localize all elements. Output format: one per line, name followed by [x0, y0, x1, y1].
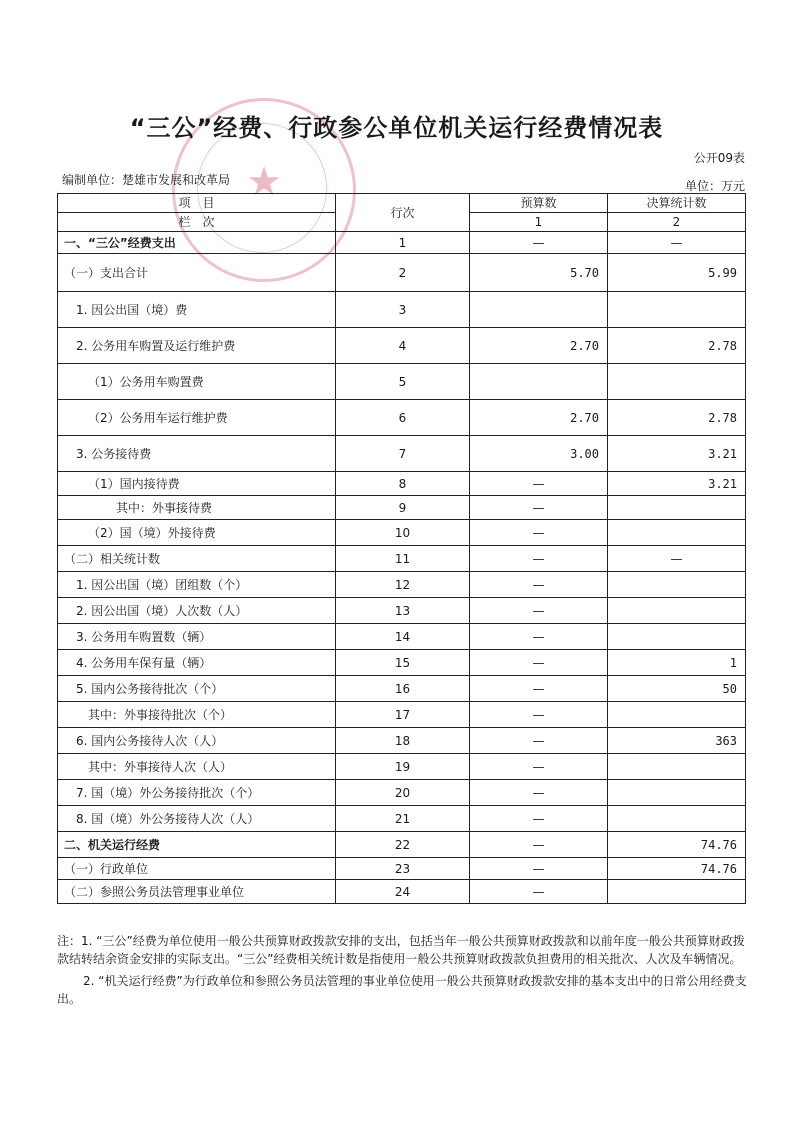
- final-value: [608, 364, 746, 400]
- final-value: [608, 806, 746, 832]
- row-item-label: 5. 国内公务接待批次（个）: [58, 676, 336, 702]
- final-value: —: [608, 232, 746, 254]
- table-row: [58, 292, 746, 328]
- row-number: 15: [336, 650, 470, 676]
- row-item-label: （二）参照公务员法管理事业单位: [58, 880, 336, 904]
- table-row: [58, 702, 746, 728]
- expense-table: [57, 193, 746, 904]
- table-row: [58, 598, 746, 624]
- final-value: [608, 496, 746, 520]
- final-value: 363: [608, 728, 746, 754]
- final-value: 5.99: [608, 254, 746, 292]
- header-budget: 预算数: [470, 194, 607, 213]
- table-row: [58, 728, 746, 754]
- page-title: “三公”经费、行政参公单位机关运行经费情况表: [129, 114, 664, 142]
- budget-value: —: [470, 598, 608, 624]
- row-number: 12: [336, 572, 470, 598]
- budget-value: 5.70: [470, 254, 608, 292]
- row-item-label: 2. 公务用车购置及运行维护费: [58, 328, 336, 364]
- row-number: 6: [336, 400, 470, 436]
- row-number: 13: [336, 598, 470, 624]
- row-number: 16: [336, 676, 470, 702]
- table-row: [58, 364, 746, 400]
- table-row: [58, 232, 746, 254]
- budget-value: —: [470, 880, 608, 904]
- header-final-cell: [608, 194, 746, 232]
- row-number: 10: [336, 520, 470, 546]
- budget-value: [470, 364, 608, 400]
- row-item-label: （2）公务用车运行维护费: [58, 400, 336, 436]
- header-final-col: 2: [672, 215, 681, 229]
- table-row: [58, 880, 746, 904]
- row-item-label: 二、机关运行经费: [58, 832, 336, 858]
- row-item-label: （1）公务用车购置费: [58, 364, 336, 400]
- table-row: [58, 436, 746, 472]
- row-item-label: （1）国内接待费: [58, 472, 336, 496]
- final-value: 3.21: [608, 472, 746, 496]
- final-value: [608, 292, 746, 328]
- final-value: —: [608, 546, 746, 572]
- footnote-2: 2. “机关运行经费”为行政单位和参照公务员法管理的事业单位使用一般公共预算财政拨款安排的基本支出中的日常公用经费支出。: [57, 974, 747, 1006]
- final-value: 74.76: [608, 858, 746, 880]
- row-number: 4: [336, 328, 470, 364]
- row-number: 7: [336, 436, 470, 472]
- row-item-label: （2）国（境）外接待费: [58, 520, 336, 546]
- seal-star-icon: ★: [246, 159, 282, 205]
- budget-value: —: [470, 546, 608, 572]
- budget-value: —: [470, 472, 608, 496]
- table-row: [58, 496, 746, 520]
- table-row: [58, 254, 746, 292]
- row-number: 5: [336, 364, 470, 400]
- budget-value: 2.70: [470, 400, 608, 436]
- budget-value: —: [470, 676, 608, 702]
- table-row: [58, 624, 746, 650]
- final-value: 50: [608, 676, 746, 702]
- table-row: [58, 328, 746, 364]
- final-value: [608, 598, 746, 624]
- budget-value: —: [470, 728, 608, 754]
- budget-value: —: [470, 832, 608, 858]
- header-final: 决算统计数: [608, 194, 745, 213]
- row-number: 19: [336, 754, 470, 780]
- row-item-label: 3. 公务用车购置数（辆）: [58, 624, 336, 650]
- row-item-label: 2. 因公出国（境）人次数（人）: [58, 598, 336, 624]
- row-item-label: 6. 国内公务接待人次（人）: [58, 728, 336, 754]
- budget-value: —: [470, 624, 608, 650]
- final-value: 74.76: [608, 832, 746, 858]
- budget-value: —: [470, 858, 608, 880]
- budget-value: —: [470, 650, 608, 676]
- table-row: [58, 754, 746, 780]
- table-row: [58, 572, 746, 598]
- final-value: [608, 624, 746, 650]
- header-column: 栏 次: [178, 215, 215, 229]
- form-number: 公开09表: [693, 151, 745, 165]
- row-number: 17: [336, 702, 470, 728]
- table-row: [58, 546, 746, 572]
- row-number: 21: [336, 806, 470, 832]
- row-number: 1: [336, 232, 470, 254]
- table-row: [58, 400, 746, 436]
- unit-label: 单位：万元: [684, 179, 745, 193]
- table-row: [58, 832, 746, 858]
- row-item-label: （二）相关统计数: [58, 546, 336, 572]
- row-item-label: 8. 国（境）外公务接待人次（人）: [58, 806, 336, 832]
- budget-value: 2.70: [470, 328, 608, 364]
- row-item-label: 其中：外事接待人次（人）: [58, 754, 336, 780]
- row-number: 9: [336, 496, 470, 520]
- header-budget-col: 1: [534, 215, 543, 229]
- row-item-label: 4. 公务用车保有量（辆）: [58, 650, 336, 676]
- row-number: 8: [336, 472, 470, 496]
- table-row: [58, 780, 746, 806]
- final-value: [608, 880, 746, 904]
- budget-value: [470, 292, 608, 328]
- row-number: 20: [336, 780, 470, 806]
- row-number: 18: [336, 728, 470, 754]
- budget-value: —: [470, 572, 608, 598]
- header-item: 项 目: [58, 194, 335, 213]
- budget-value: —: [470, 780, 608, 806]
- row-item-label: （一）行政单位: [58, 858, 336, 880]
- row-number: 22: [336, 832, 470, 858]
- budget-value: —: [470, 702, 608, 728]
- final-value: 2.78: [608, 400, 746, 436]
- final-value: [608, 520, 746, 546]
- table-row: [58, 472, 746, 496]
- footnotes: [57, 932, 747, 1012]
- final-value: [608, 780, 746, 806]
- header-row-no: 行次: [336, 194, 470, 232]
- table-body: [58, 232, 746, 904]
- row-number: 14: [336, 624, 470, 650]
- row-item-label: 一、“三公”经费支出: [58, 232, 336, 254]
- row-item-label: 1. 因公出国（境）费: [58, 292, 336, 328]
- row-item-label: 其中：外事接待费: [58, 496, 336, 520]
- row-item-label: （一）支出合计: [58, 254, 336, 292]
- table-row: [58, 676, 746, 702]
- final-value: [608, 754, 746, 780]
- row-number: 23: [336, 858, 470, 880]
- final-value: [608, 572, 746, 598]
- budget-value: 3.00: [470, 436, 608, 472]
- table-row: [58, 650, 746, 676]
- header-budget-cell: [470, 194, 608, 232]
- header-item-cell: [58, 194, 336, 232]
- table-row: [58, 806, 746, 832]
- budget-value: —: [470, 232, 608, 254]
- row-number: 24: [336, 880, 470, 904]
- row-number: 2: [336, 254, 470, 292]
- row-number: 11: [336, 546, 470, 572]
- budget-value: —: [470, 806, 608, 832]
- final-value: 2.78: [608, 328, 746, 364]
- organization-label: 编制单位：楚雄市发展和改革局: [62, 173, 231, 187]
- row-item-label: 3. 公务接待费: [58, 436, 336, 472]
- table-row: [58, 858, 746, 880]
- row-item-label: 其中：外事接待批次（个）: [58, 702, 336, 728]
- row-item-label: 1. 因公出国（境）团组数（个）: [58, 572, 336, 598]
- budget-value: —: [470, 754, 608, 780]
- row-number: 3: [336, 292, 470, 328]
- final-value: 3.21: [608, 436, 746, 472]
- table-row: [58, 520, 746, 546]
- final-value: 1: [608, 650, 746, 676]
- footnote-1: 注：1. “三公”经费为单位使用一般公共预算财政拨款安排的支出，包括当年一般公共预算财政拨款和以前年度一般公共预算财政拨款结转结余资金安排的实际支出。“三公”经费相关统计数是指使用一般公共预算财政拨款负担费用的相关批次、人次及车辆情况。: [57, 934, 745, 966]
- row-item-label: 7. 国（境）外公务接待批次（个）: [58, 780, 336, 806]
- budget-value: —: [470, 520, 608, 546]
- final-value: [608, 702, 746, 728]
- budget-value: —: [470, 496, 608, 520]
